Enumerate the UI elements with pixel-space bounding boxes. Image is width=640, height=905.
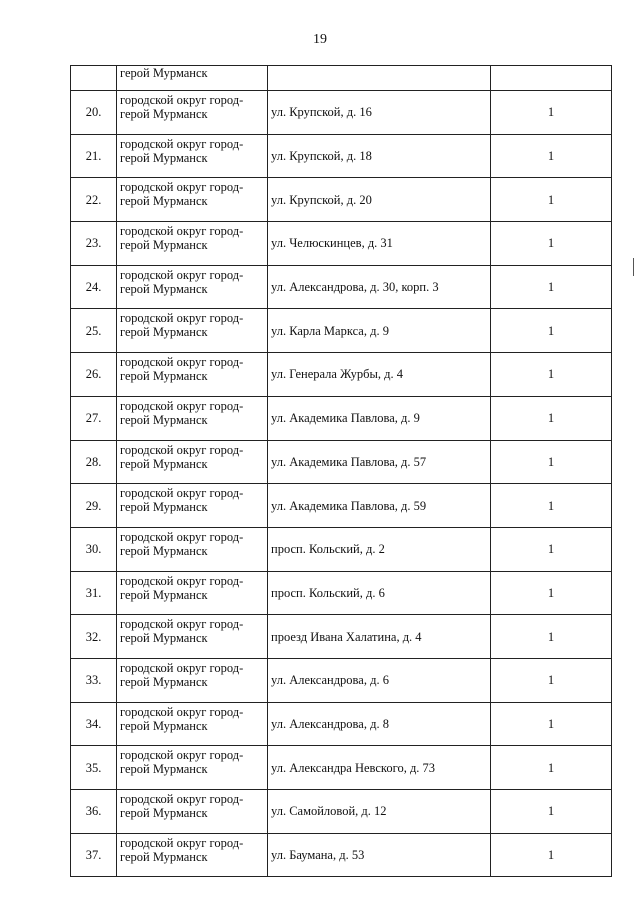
municipality-line: герой Мурманск	[120, 456, 208, 471]
row-number-cell: 33.	[71, 658, 117, 702]
table-row	[71, 265, 612, 309]
municipality-cell	[117, 222, 268, 266]
row-number-cell: 24.	[71, 265, 117, 309]
municipality-cell	[117, 353, 268, 397]
table-row	[71, 833, 612, 877]
page-number: 19	[313, 32, 327, 47]
margin-mark	[633, 258, 634, 276]
address-cell: ул. Александрова, д. 30, корп. 3	[268, 265, 491, 309]
municipality-cell	[117, 134, 268, 178]
municipality-line: герой Мурманск	[120, 543, 208, 558]
address-cell: ул. Крупской, д. 16	[268, 91, 491, 135]
municipality-cell	[117, 91, 268, 135]
municipality-line: городской округ город-	[120, 267, 244, 282]
municipality-line: городской округ город-	[120, 224, 244, 239]
municipality-line: городской округ город-	[120, 660, 244, 675]
municipality-cell	[117, 309, 268, 353]
municipality-line: городской округ город-	[120, 180, 244, 195]
row-number-cell: 29.	[71, 484, 117, 528]
quantity-cell: 1	[491, 134, 612, 178]
municipality-cell	[117, 702, 268, 746]
row-number-cell: 25.	[71, 309, 117, 353]
municipality-line: городской округ город-	[120, 573, 244, 588]
table-row	[71, 91, 612, 135]
address-cell: ул. Александрова, д. 8	[268, 702, 491, 746]
row-number-cell: 30.	[71, 527, 117, 571]
address-cell: просп. Кольский, д. 2	[268, 527, 491, 571]
municipality-line: герой Мурманск	[120, 281, 208, 296]
municipality-line: герой Мурманск	[120, 107, 208, 121]
row-number-cell: 21.	[71, 134, 117, 178]
municipality-line: герой Мурманск	[120, 674, 208, 689]
table-row	[71, 790, 612, 834]
row-number-cell: 32.	[71, 615, 117, 659]
municipality-cell	[117, 746, 268, 790]
table-row	[71, 484, 612, 528]
table-row	[71, 527, 612, 571]
table-row	[71, 615, 612, 659]
quantity-cell: 1	[491, 833, 612, 877]
address-table-body	[71, 66, 612, 877]
address-cell: ул. Академика Павлова, д. 9	[268, 396, 491, 440]
table-row	[71, 746, 612, 790]
municipality-line: городской округ город-	[120, 442, 244, 457]
quantity-cell: 1	[491, 396, 612, 440]
row-number-cell: 27.	[71, 396, 117, 440]
address-cell: ул. Баумана, д. 53	[268, 833, 491, 877]
municipality-cell	[117, 527, 268, 571]
quantity-cell: 1	[491, 790, 612, 834]
address-cell: ул. Самойловой, д. 12	[268, 790, 491, 834]
municipality-line: герой Мурманск	[120, 500, 208, 515]
table-row	[71, 178, 612, 222]
address-cell: ул. Челюскинцев, д. 31	[268, 222, 491, 266]
municipality-cell	[117, 440, 268, 484]
quantity-cell: 1	[491, 702, 612, 746]
address-cell	[268, 66, 491, 91]
municipality-line: городской округ город-	[120, 748, 244, 763]
address-cell: ул. Академика Павлова, д. 57	[268, 440, 491, 484]
row-number-cell	[71, 66, 117, 91]
municipality-line: герой Мурманск	[120, 238, 208, 253]
table-row	[71, 702, 612, 746]
municipality-cell	[117, 178, 268, 222]
quantity-cell: 1	[491, 265, 612, 309]
address-cell: ул. Крупской, д. 20	[268, 178, 491, 222]
municipality-line: герой Мурманск	[120, 587, 208, 602]
address-cell: проезд Ивана Халатина, д. 4	[268, 615, 491, 659]
table-row	[71, 571, 612, 615]
municipality-line: герой Мурманск	[120, 150, 208, 165]
table-row	[71, 134, 612, 178]
municipality-line: герой Мурманск	[120, 849, 208, 864]
row-number-cell: 26.	[71, 353, 117, 397]
municipality-cell	[117, 658, 268, 702]
municipality-line: герой Мурманск	[120, 194, 208, 209]
municipality-cell	[117, 265, 268, 309]
quantity-cell: 1	[491, 353, 612, 397]
quantity-cell: 1	[491, 658, 612, 702]
table-row	[71, 222, 612, 266]
row-number-cell: 23.	[71, 222, 117, 266]
address-cell: ул. Крупской, д. 18	[268, 134, 491, 178]
quantity-cell: 1	[491, 178, 612, 222]
row-number-cell: 36.	[71, 790, 117, 834]
municipality-cell: герой Мурманск	[117, 66, 268, 91]
municipality-line: городской округ город-	[120, 93, 244, 107]
quantity-cell: 1	[491, 222, 612, 266]
table-row	[71, 396, 612, 440]
address-cell: ул. Александрова, д. 6	[268, 658, 491, 702]
municipality-line: городской округ город-	[120, 136, 244, 151]
address-cell: ул. Академика Павлова, д. 59	[268, 484, 491, 528]
quantity-cell: 1	[491, 440, 612, 484]
municipality-line: городской округ город-	[120, 486, 244, 501]
municipality-line: герой Мурманск	[120, 762, 208, 777]
municipality-line: городской округ город-	[120, 529, 244, 544]
row-number-cell: 22.	[71, 178, 117, 222]
municipality-cell	[117, 790, 268, 834]
quantity-cell: 1	[491, 615, 612, 659]
municipality-line: городской округ город-	[120, 617, 244, 632]
municipality-line: городской округ город-	[120, 835, 244, 850]
municipality-line: герой Мурманск	[120, 412, 208, 427]
address-table	[70, 65, 612, 877]
municipality-line: герой Мурманск	[120, 718, 208, 733]
municipality-line: герой Мурманск	[120, 325, 208, 340]
municipality-line: городской округ город-	[120, 355, 244, 370]
row-number-cell: 34.	[71, 702, 117, 746]
address-cell: ул. Генерала Журбы, д. 4	[268, 353, 491, 397]
quantity-cell: 1	[491, 571, 612, 615]
municipality-line: герой Мурманск	[120, 369, 208, 384]
municipality-line: городской округ город-	[120, 311, 244, 326]
table-row	[71, 440, 612, 484]
quantity-cell: 1	[491, 527, 612, 571]
address-cell: ул. Александра Невского, д. 73	[268, 746, 491, 790]
table-row	[71, 353, 612, 397]
table-row	[71, 309, 612, 353]
quantity-cell: 1	[491, 484, 612, 528]
municipality-cell	[117, 484, 268, 528]
row-number-cell: 35.	[71, 746, 117, 790]
municipality-line: герой Мурманск	[120, 806, 208, 820]
municipality-cell	[117, 615, 268, 659]
row-number-cell: 37.	[71, 833, 117, 877]
municipality-cell	[117, 571, 268, 615]
row-number-cell: 31.	[71, 571, 117, 615]
municipality-line: герой Мурманск	[120, 631, 208, 646]
quantity-cell: 1	[491, 746, 612, 790]
municipality-cell	[117, 396, 268, 440]
address-cell: просп. Кольский, д. 6	[268, 571, 491, 615]
quantity-cell: 1	[491, 91, 612, 135]
row-number-cell: 20.	[71, 91, 117, 135]
municipality-line: городской округ город-	[120, 398, 244, 413]
municipality-cell	[117, 833, 268, 877]
row-number-cell: 28.	[71, 440, 117, 484]
municipality-line: городской округ город-	[120, 704, 244, 719]
continuation-row	[71, 66, 612, 91]
table-row	[71, 658, 612, 702]
municipality-line: городской округ город-	[120, 792, 244, 806]
quantity-cell	[491, 66, 612, 91]
quantity-cell: 1	[491, 309, 612, 353]
address-cell: ул. Карла Маркса, д. 9	[268, 309, 491, 353]
